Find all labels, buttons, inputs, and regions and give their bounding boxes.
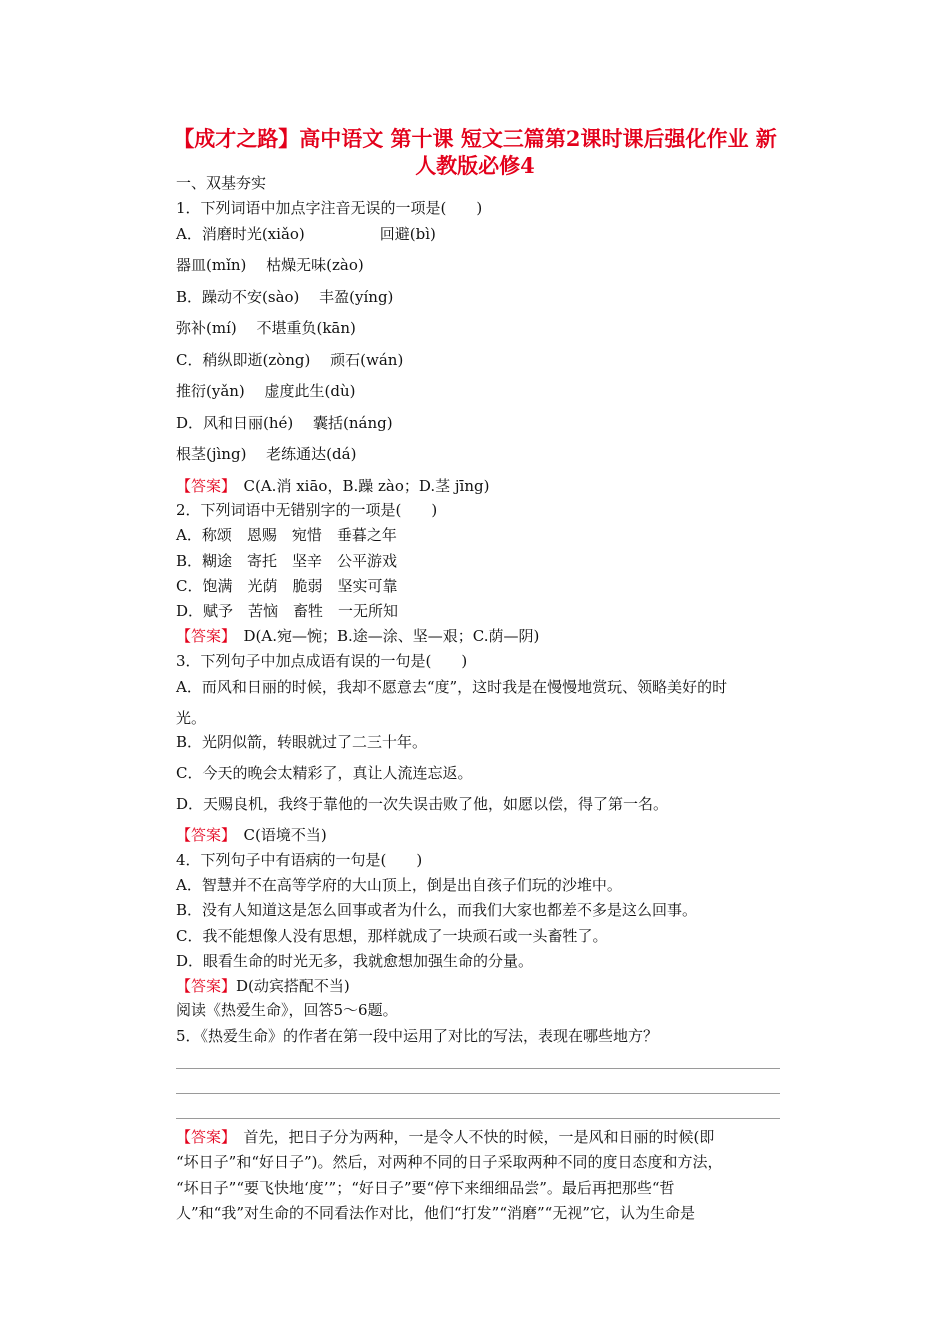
q5-answer-line-2: “坏日子”和“好日子”)。然后，对两种不同的日子采取两种不同的度日态度和方法，	[176, 1153, 723, 1171]
answer-tag: 【答案】	[176, 627, 229, 645]
q4-option-a: A．智慧并不在高等学府的大山顶上，倒是出自孩子们玩的沙堆中。	[176, 876, 622, 894]
answer-line	[176, 1093, 780, 1094]
q5-answer-line-4: 人”和“我”对生命的不同看法作对比，他们“打发”“消磨”“无视”它，认为生命是	[176, 1204, 696, 1222]
q1-option-a-cont: 器皿(mǐn) 枯燥无味(zào)	[176, 256, 364, 274]
q1-option-d: D．风和日丽(hé) 囊括(náng)	[176, 414, 393, 432]
q2-answer	[176, 626, 539, 646]
q1-option-a: A．消磨时光(xiǎo) 回避(bì)	[176, 225, 436, 243]
q1-option-c: C．稍纵即逝(zòng) 顽石(wán)	[176, 351, 404, 369]
answer-text: 首先，把日子分为两种，一是令人不快的时候，一是风和日丽的时候(即	[228, 1128, 715, 1146]
q2-stem: 2．下列词语中无错别字的一项是( )	[176, 501, 438, 519]
q3-option-a: A．而风和日丽的时候，我却不愿意去“度”，这时我是在慢慢地赏玩、领略美好的时	[176, 678, 728, 696]
q3-stem: 3．下列句子中加点成语有误的一句是( )	[176, 652, 468, 670]
q2-option-b: B．糊途 寄托 坚辛 公平游戏	[176, 552, 398, 570]
q4-option-d: D．眼看生命的时光无多，我就愈想加强生命的分量。	[176, 952, 534, 970]
answer-tag: 【答案】	[176, 477, 229, 495]
q1-stem: 1．下列词语中加点字注音无误的一项是( )	[176, 199, 483, 217]
q4-answer	[176, 976, 350, 996]
q3-option-c: C．今天的晚会太精彩了，真让人流连忘返。	[176, 764, 473, 782]
answer-text: C(A.消 xiāo，B.躁 zào；D.茎 jīng)	[228, 477, 490, 495]
q1-option-c-cont: 推衍(yǎn) 虚度此生(dù)	[176, 382, 356, 400]
q1-option-b: B．躁动不安(sào) 丰盈(yíng)	[176, 288, 394, 306]
q3-option-a-cont: 光。	[176, 709, 207, 727]
answer-text: C(语境不当)	[228, 826, 327, 844]
answer-tag: 【答案】	[176, 1128, 229, 1146]
q5-answer-line-1	[176, 1127, 714, 1147]
answer-tag: 【答案】	[176, 826, 229, 844]
answer-tag: 【答案】	[176, 977, 237, 995]
q1-option-d-cont: 根茎(jìng) 老练通达(dá)	[176, 445, 357, 463]
q1-answer	[176, 476, 489, 496]
answer-text: D(动宾搭配不当)	[236, 977, 350, 995]
answer-text: D(A.宛—惋；B.途—涂、坚—艰；C.荫—阴)	[228, 627, 540, 645]
q4-option-b: B．没有人知道这是怎么回事或者为什么，而我们大家也都差不多是这么回事。	[176, 901, 698, 919]
q5-stem: 5．《热爱生命》的作者在第一段中运用了对比的写法，表现在哪些地方？	[176, 1027, 659, 1045]
q3-option-b: B．光阴似箭，转眼就过了二三十年。	[176, 733, 428, 751]
reading-instruction: 阅读《热爱生命》，回答5～6题。	[176, 1001, 398, 1019]
q3-option-d: D．天赐良机，我终于靠他的一次失误击败了他，如愿以偿，得了第一名。	[176, 795, 669, 813]
q4-option-c: C．我不能想像人没有思想，那样就成了一块顽石或一头畜牲了。	[176, 927, 608, 945]
section-heading: 一、双基夯实	[176, 174, 267, 192]
q2-option-d: D．赋予 苦恼 畜牲 一无所知	[176, 602, 399, 620]
q4-stem: 4．下列句子中有语病的一句是( )	[176, 851, 423, 869]
answer-line	[176, 1068, 780, 1069]
document-title-line-1: 【成才之路】高中语文 第十课 短文三篇第2课时课后强化作业 新	[173, 126, 777, 151]
q3-answer	[176, 825, 327, 845]
answer-line	[176, 1118, 780, 1119]
q2-option-a: A．称颂 恩赐 宛惜 垂暮之年	[176, 526, 397, 544]
q1-option-b-cont: 弥补(mí) 不堪重负(kān)	[176, 319, 356, 337]
document-title-line-2: 人教版必修4	[415, 153, 535, 178]
q5-answer-line-3: “坏日子”“要飞快地‘度’”；“好日子”要“停下来细细品尝”。最后再把那些“哲	[176, 1179, 675, 1197]
q2-option-c: C．饱满 光荫 脆弱 坚实可靠	[176, 577, 398, 595]
